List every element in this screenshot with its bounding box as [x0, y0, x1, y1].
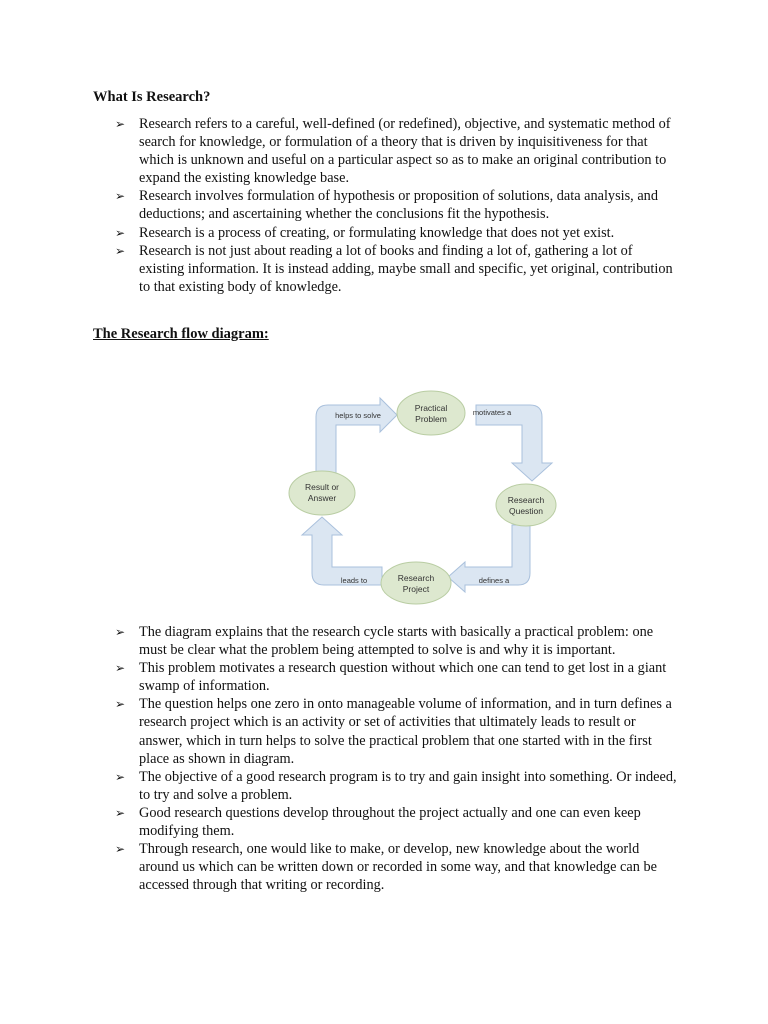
list-item: ➢ Through research, one would like to make, or develop, new knowledge about the world around us which can be written down or recorded in some way, and that knowledge can be accessed through that writing or recording. [115, 841, 657, 894]
svg-text:Project: Project [402, 584, 430, 594]
research-project-node [381, 562, 451, 604]
svg-text:Practical: Practical [414, 403, 448, 413]
list-item: ➢ This problem motivates a research question without which one can tend to get lost in a giant swamp of information. [115, 660, 667, 695]
research-cycle-svg [280, 385, 570, 605]
arrowhead-bullet-icon: ➢ [115, 243, 126, 258]
svg-text:Answer: Answer [307, 493, 337, 503]
list-item: ➢ The objective of a good research program is to try and gain insight into something. Or indeed, to try and solve a problem. [115, 768, 677, 803]
edge-label-defines: defines a [478, 576, 510, 585]
arrowhead-bullet-icon: ➢ [115, 842, 126, 857]
arrowhead-bullet-icon: ➢ [115, 189, 126, 204]
section-heading-what-is-research: What Is Research? [93, 89, 211, 105]
svg-text:Result or: Result or [304, 482, 340, 492]
svg-text:Research: Research [397, 573, 435, 583]
arrowhead-bullet-icon: ➢ [115, 661, 126, 676]
helps-to-solve-arrow [316, 398, 397, 475]
practical-problem-node [397, 391, 465, 435]
list-item: ➢ Research refers to a careful, well-defined (or redefined), objective, and systematic method of search for knowledge, or formulation of a theory that is driven by inquisitiveness for that which is unknown and useful on a particular aspect so as to make an original contribution to expand the existing knowledge base. [115, 116, 671, 187]
result-answer-node [289, 471, 355, 515]
research-flow-diagram [280, 385, 570, 605]
research-question-node [496, 484, 556, 526]
list-item: ➢ The question helps one zero in onto manageable volume of information, and in turn defines a research project which is an activity or set of activities that ultimately leads to result or answer, which in turn helps to solve the practical problem that one started with in the first place as shown in diagram. [115, 696, 672, 767]
svg-text:Question: Question [508, 506, 544, 516]
list-item: ➢ Research involves formulation of hypothesis or proposition of solutions, data analysis, and deductions; and ascertaining whether the conclusions fit the hypothesis. [115, 188, 658, 223]
leads-to-arrow [302, 517, 382, 585]
arrowhead-bullet-icon: ➢ [115, 117, 126, 131]
diagram-explanation-list [115, 623, 680, 894]
svg-text:Research: Research [507, 495, 545, 505]
arrowhead-bullet-icon: ➢ [115, 225, 126, 240]
arrowhead-bullet-icon: ➢ [115, 805, 126, 820]
arrowhead-bullet-icon: ➢ [115, 625, 126, 639]
arrowhead-bullet-icon: ➢ [115, 769, 126, 784]
edge-label-motivates: motivates a [472, 408, 512, 417]
list-item: ➢ Research is a process of creating, or formulating knowledge that does not yet exist. [115, 224, 615, 241]
list-item: ➢ Good research questions develop throughout the project actually and one can even keep modifying them. [115, 804, 641, 840]
edge-label-leads: leads to [340, 576, 368, 585]
edge-label-helps: helps to solve [335, 411, 381, 420]
list-item: ➢ Research is not just about reading a lot of books and finding a lot of, gathering a lot of existing information. It is instead adding, maybe small and specific, yet original, contribution to that existing body of knowledge. [115, 242, 673, 295]
research-definition-list [115, 115, 680, 296]
list-item: ➢ The diagram explains that the research cycle starts with basically a practical problem: one must be clear what the problem being attempted to solve is and why it is important. [115, 624, 654, 659]
svg-text:Problem: Problem [415, 414, 447, 424]
arrowhead-bullet-icon: ➢ [115, 697, 126, 712]
section-heading-flow-diagram: The Research flow diagram: [93, 326, 269, 342]
